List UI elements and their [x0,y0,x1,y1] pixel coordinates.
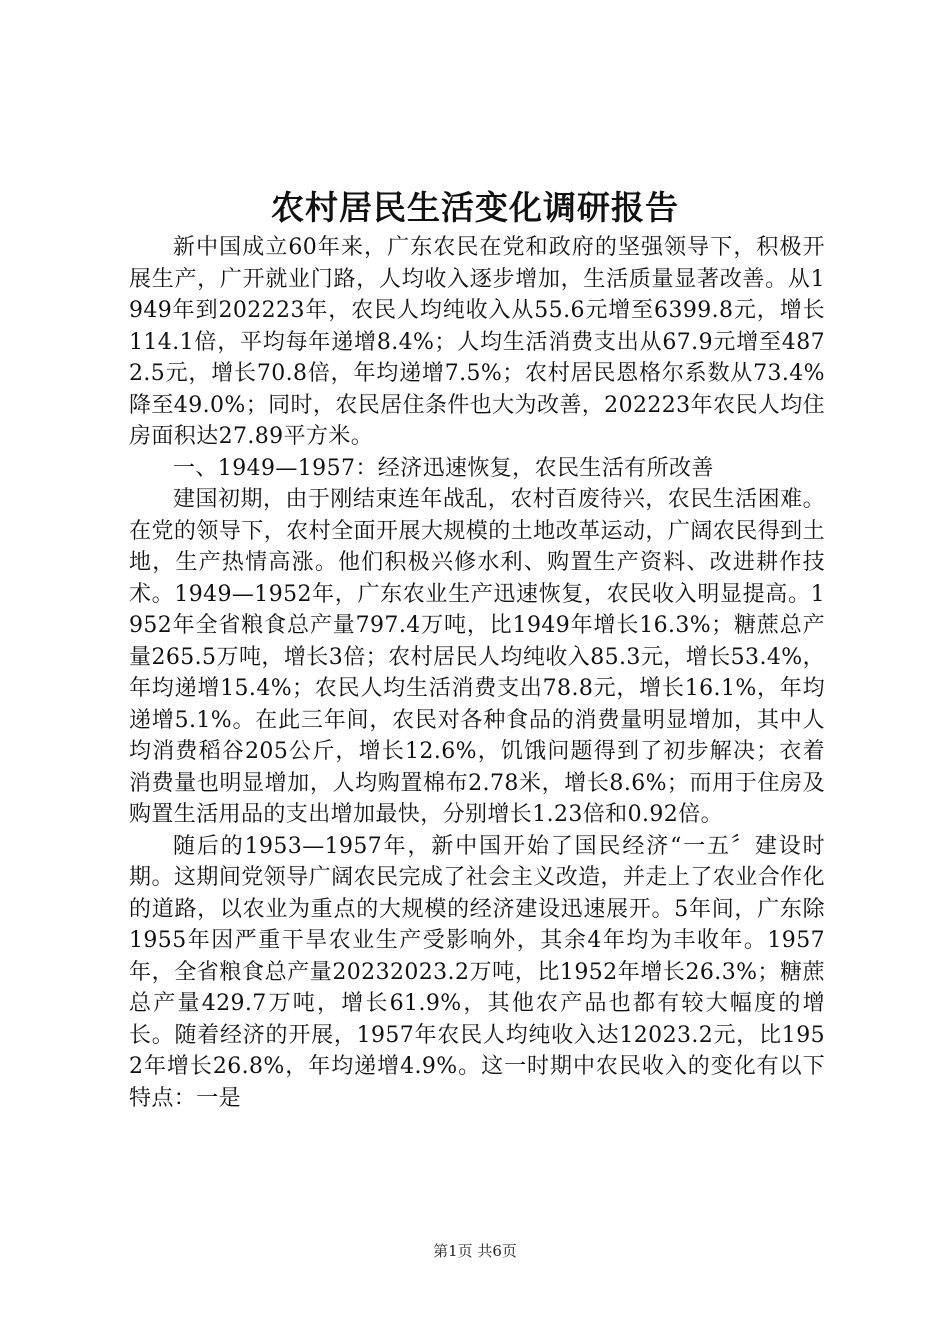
body-paragraph: 建国初期，由于刚结束连年战乱，农村百废待兴，农民生活困难。在党的领导下，农村全面开展大规模的土地改革运动，广阔农民得到土地，生产热情高涨。他们积极兴修水利、购置生产资料、改进耕作技术。1949—1952年，广东农业生产迅速恢复，农民收入明显提高。1952年全省粮食总产量797.4万吨，比1949年增长16.3%；糖蔗总产量265.5万吨，增长3倍；农村居民人均纯收入85.3元，增长53.4%，年均递增15.4%；农民人均生活消费支出78.8元，增长16.1%，年均递增5.1%。在此三年间，农民对各种食品的消费量明显增加，其中人均消费稻谷205公斤，增长12.6%，饥饿问题得到了初步解决；衣着消费量也明显增加，人均购置棉布2.78米，增长8.6%；而用于住房及购置生活用品的支出增加最快，分别增长1.23倍和0.92倍。 [129,487,825,827]
document-body [129,232,825,1114]
page-number-footer: 第1页 共6页 [433,1242,517,1260]
section-heading: 一、1949—1957：经济迅速恢复，农民生活有所改善 [173,455,714,481]
document-title: 农村居民生活变化调研报告 [271,188,679,227]
intro-paragraph: 新中国成立60年来，广东农民在党和政府的坚强领导下，积极开展生产，广开就业门路，人均收入逐步增加，生活质量显著改善。从1949年到202223年，农民人均纯收入从55.6元增至6399.8元，增长114.1倍，平均每年递增8.4%；人均生活消费支出从67.9元增至4872.5元，增长70.8倍，年均递增7.5%；农村居民恩格尔系数从73.4%降至49.0%；同时，农民居住条件也大为改善，202223年农民人均住房面积达27.89平方米。 [129,235,825,449]
body-paragraph: 随后的1953—1957年，新中国开始了国民经济“一五〞建设时期。这期间党领导广阔农民完成了社会主义改造，并走上了农业合作化的道路，以农业为重点的大规模的经济建设迅速展开。5年间，广东除1955年因严重干旱农业生产受影响外，其余4年均为丰收年。1957年，全省粮食总产量20232023.2万吨，比1952年增长26.3%；糖蔗总产量429.7万吨，增长61.9%，其他农产品也都有较大幅度的增长。随着经济的开展，1957年农民人均纯收入达12023.2元，比1952年增长26.8%，年均递增4.9%。这一时期中农民收入的变化有以下特点：一是 [129,833,825,1111]
